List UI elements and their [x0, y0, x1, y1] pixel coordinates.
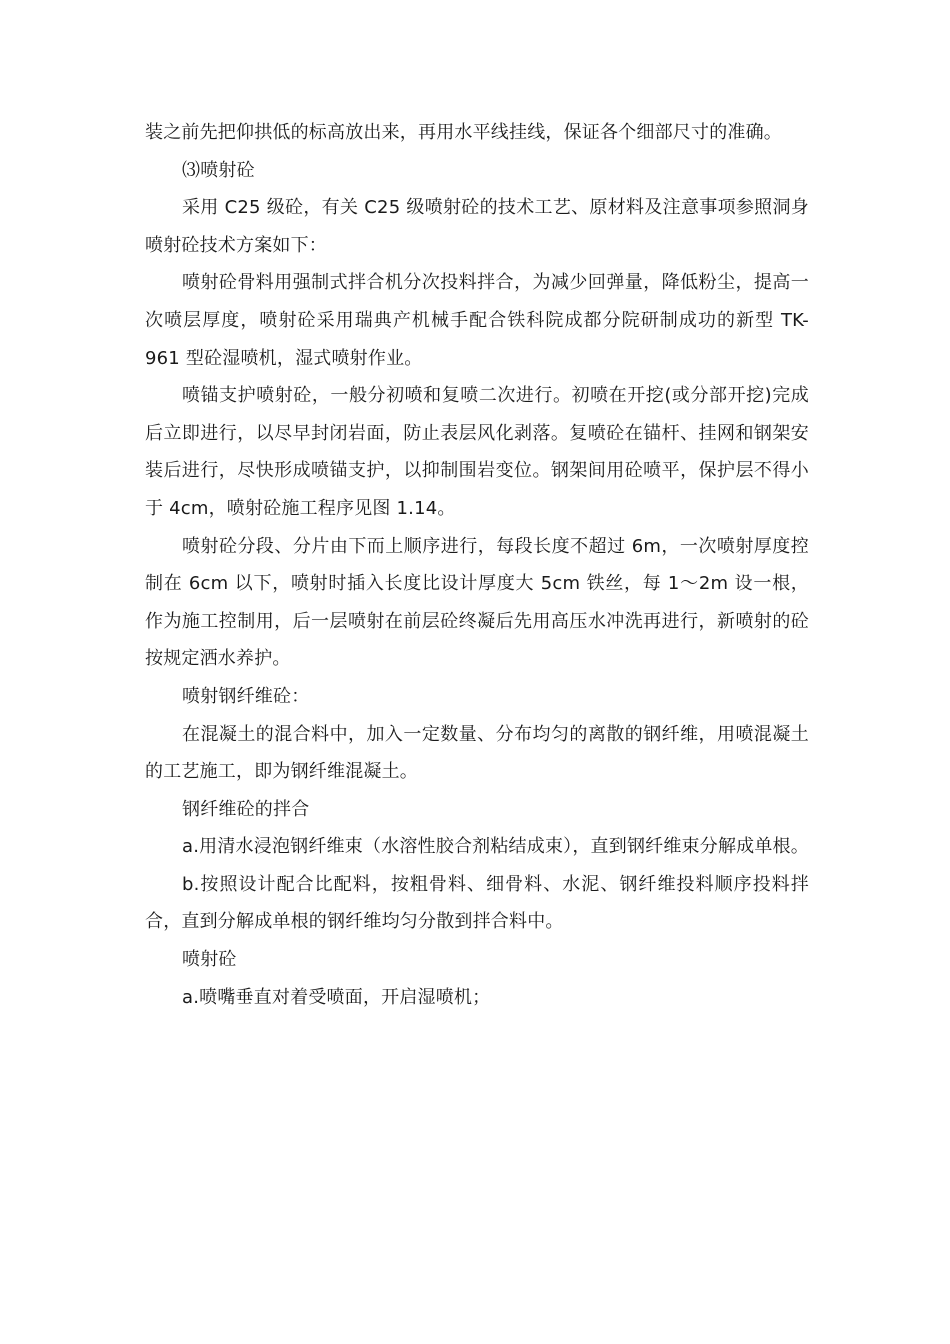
paragraph-initial-and-repeat-spraying: 喷锚支护喷射砼，一般分初喷和复喷二次进行。初喷在开挖(或分部开挖)完成后立即进行，以尽早封闭岩面，防止表层风化剥落。复喷砼在锚杆、挂网和钢架安装后进行，尽快形成喷锚支护，以抑制围岩变位。钢架间用砼喷平，保护层不得小于 4cm，喷射砼施工程序见图 1.14。: [145, 385, 809, 519]
list-item-a-nozzle: a.喷嘴垂直对着受喷面，开启湿喷机；: [182, 986, 491, 1008]
paragraph-aggregate-mixing: 喷射砼骨料用强制式拌合机分次投料拌合，为减少回弹量，降低粉尘，提高一次喷层厚度，喷射砼采用瑞典产机械手配合铁科院成都分院研制成功的新型 TK-961 型砼湿喷机，湿式喷射作业。: [145, 272, 809, 369]
paragraph-continuation: 装之前先把仰拱低的标高放出来，再用水平线挂线，保证各个细部尺寸的准确。: [145, 122, 782, 143]
list-item-b-batch-mix: b.按照设计配合比配料，按粗骨料、细骨料、水泥、钢纤维投料顺序投料拌合，直到分解成单根的钢纤维均匀分散到拌合料中。: [145, 873, 809, 933]
paragraph-steel-fiber-definition: 在混凝土的混合料中，加入一定数量、分布均匀的离散的钢纤维，用喷混凝土的工艺施工，即为钢纤维混凝土。: [145, 723, 809, 783]
paragraph-segmented-spraying: 喷射砼分段、分片由下而上顺序进行，每段长度不超过 6m，一次喷射厚度控制在 6cm 以下，喷射时插入长度比设计厚度大 5cm 铁丝，每 1～2m 设一根，作为施工控制用，后一层喷射在前层砼终凝后先用高压水冲洗再进行，新喷射的砼按规定洒水养护。: [145, 535, 809, 670]
section-heading-shotcrete: ⑶喷射砼: [182, 159, 255, 181]
heading-steel-fiber-mixing: 钢纤维砼的拌合: [182, 798, 310, 820]
document-body: [145, 114, 809, 1016]
heading-shotcrete-spraying: 喷射砼: [182, 949, 237, 971]
paragraph-c25-grade: 采用 C25 级砼，有关 C25 级喷射砼的技术工艺、原材料及注意事项参照洞身喷射砼技术方案如下：: [145, 197, 809, 256]
list-item-a-soak-fibers: a.用清水浸泡钢纤维束（水溶性胶合剂粘结成束），直到钢纤维束分解成单根。: [182, 836, 809, 858]
heading-steel-fiber-shotcrete: 喷射钢纤维砼：: [182, 685, 310, 707]
